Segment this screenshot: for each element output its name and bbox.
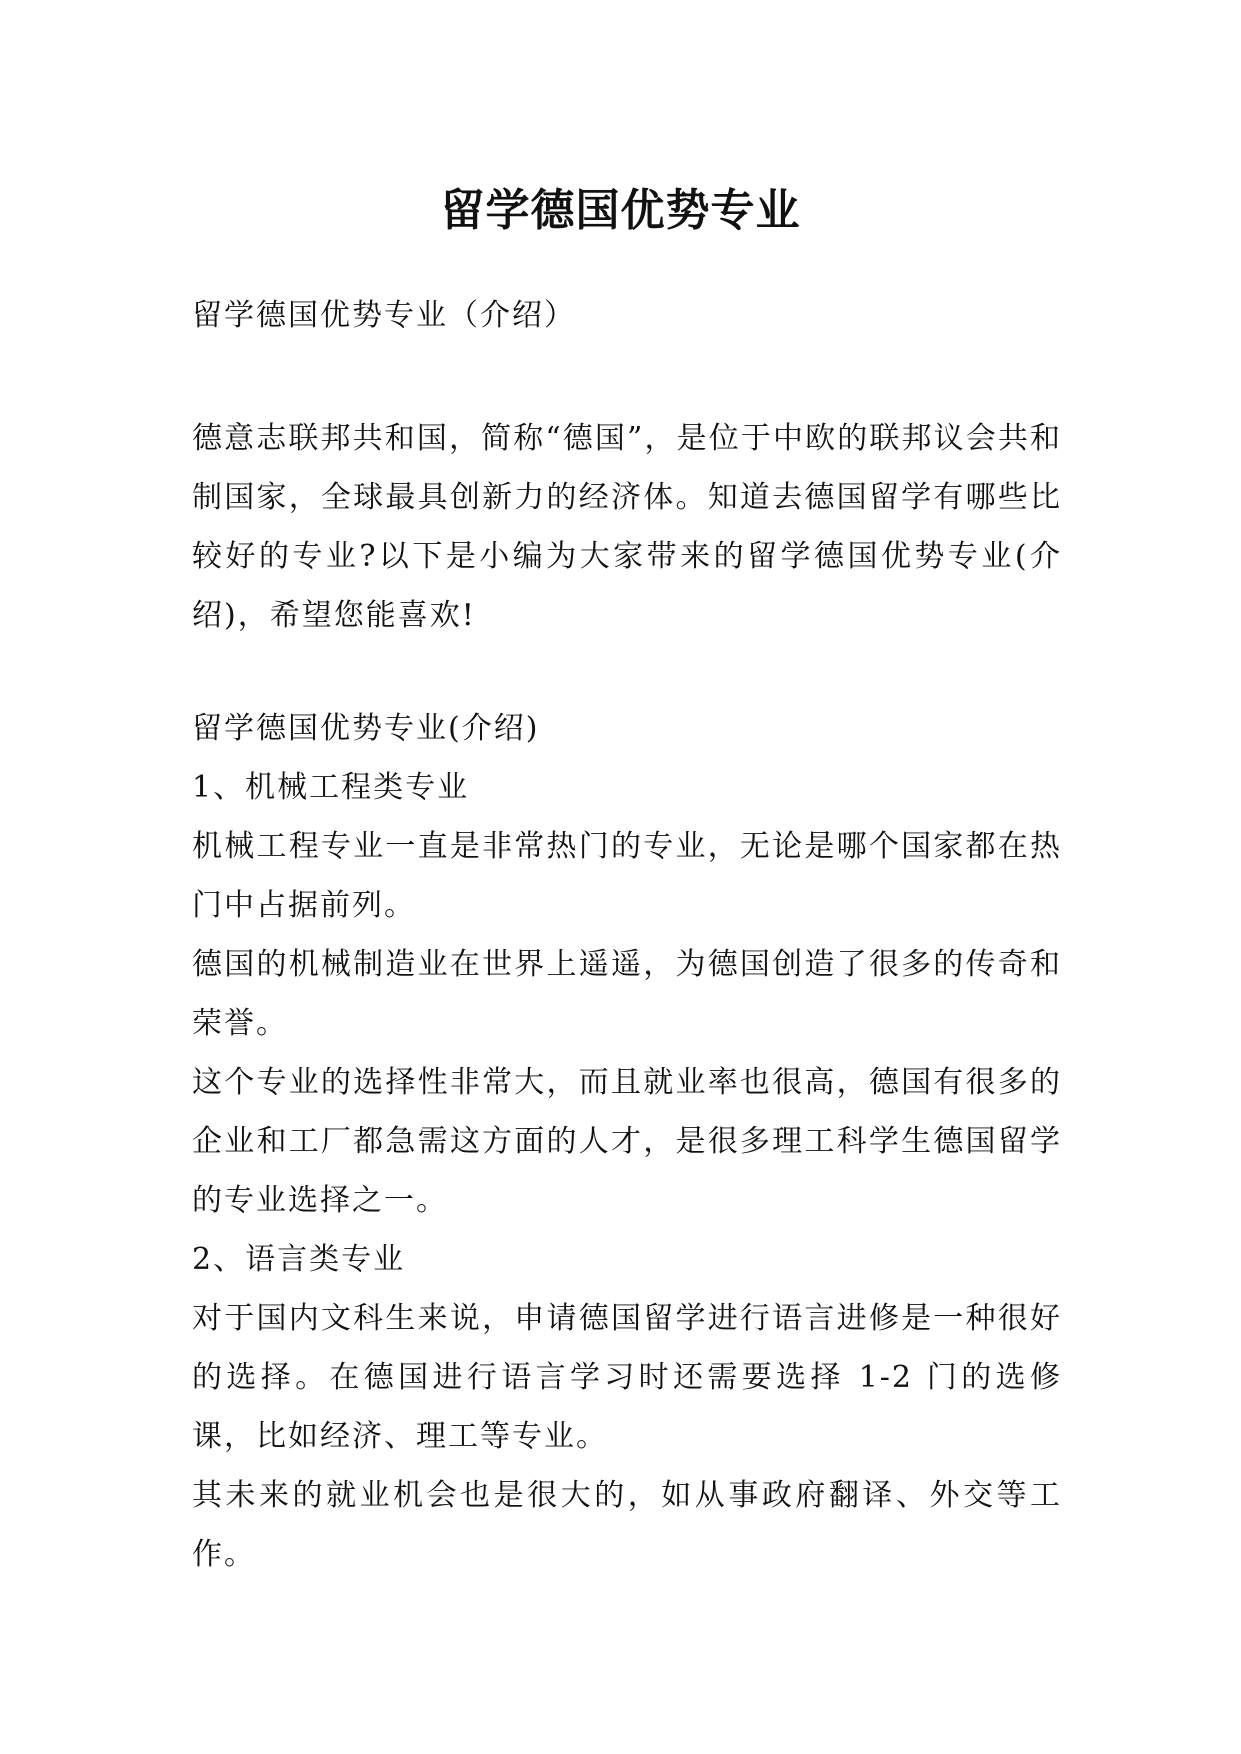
main-content <box>192 699 1062 1584</box>
body-paragraph: 这个专业的选择性非常大，而且就业率也很高，德国有很多的企业和工厂都急需这方面的人才，是很多理工科学生德国留学的专业选择之一。 <box>192 1065 1062 1218</box>
major-heading-language: 2、语言类专业 <box>192 1242 406 1277</box>
document-title: 留学德国优势专业 <box>440 185 801 237</box>
body-paragraph: 机械工程专业一直是非常热门的专业，无论是哪个国家都在热门中占据前列。 <box>192 829 1062 923</box>
body-paragraph: 德国的机械制造业在世界上遥遥，为德国创造了很多的传奇和荣誉。 <box>192 947 1062 1041</box>
subtitle-text: 留学德国优势专业（介绍） <box>192 298 576 333</box>
document-subtitle <box>192 286 1062 345</box>
major-heading-mechanical: 1、机械工程类专业 <box>192 770 470 805</box>
body-paragraph: 其未来的就业机会也是很大的，如从事政府翻译、外交等工作。 <box>192 1478 1062 1572</box>
body-paragraph: 对于国内文科生来说，申请德国留学进行语言进修是一种很好的选择。在德国进行语言学习时还需要选择 1-2 门的选修课，比如经济、理工等专业。 <box>192 1301 1062 1454</box>
intro-paragraph <box>192 409 1062 645</box>
section-heading: 留学德国优势专业(介绍) <box>192 711 540 746</box>
intro-text: 德意志联邦共和国，简称“德国”，是位于中欧的联邦议会共和制国家，全球最具创新力的经济体。知道去德国留学有哪些比较好的专业?以下是小编为大家带来的留学德国优势专业(介绍)，希望您能喜欢! <box>192 421 1062 633</box>
